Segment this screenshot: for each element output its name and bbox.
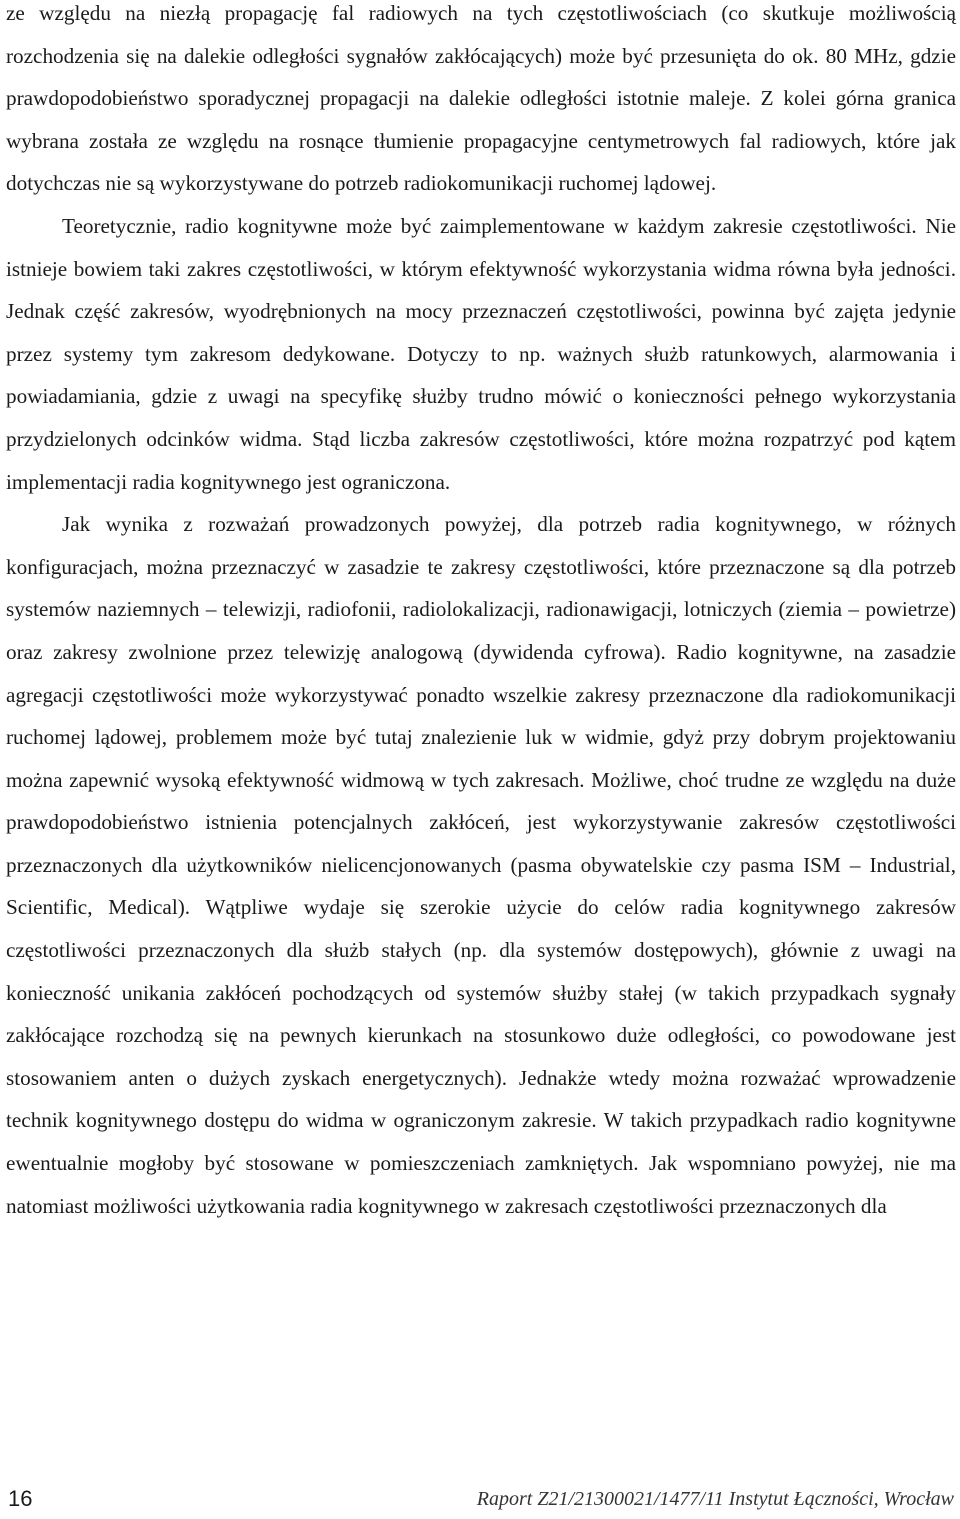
paragraph-1: ze względu na niezłą propagację fal radiowych na tych częstotliwościach (co skutkuje możliwością rozchodzenia się na dalekie odległości sygnałów zakłócających) może być przesunięta do ok. 80 MHz, gdzie prawdopodobieństwo sporadycznej propagacji na dalekie odległości istotnie maleje. Z kolei górna granica wybrana została ze względu na rosnące tłumienie propagacyjne centymetrowych fal radiowych, które jak dotychczas nie są wykorzystywane do potrzeb radiokomunikacji ruchomej lądowej. [6, 1, 956, 196]
page-footer [0, 1484, 960, 1514]
report-reference: Raport Z21/21300021/1477/11 Instytut Łączności, Wrocław [476, 1488, 954, 1510]
page-number: 16 [8, 1486, 33, 1511]
document-page [6, 0, 956, 1227]
paragraph-2: Teoretycznie, radio kognitywne może być zaimplementowane w każdym zakresie częstotliwości. Nie istnieje bowiem taki zakres częstotliwości, w którym efektywność wykorzystania widma równa była jedności. Jednak część zakresów, wyodrębnionych na mocy przeznaczeń częstotliwości, powinna być zajęta jedynie przez systemy tym zakresom dedykowane. Dotyczy to np. ważnych służb ratunkowych, alarmowania i powiadamiania, gdzie z uwagi na specyfikę służby trudno mówić o konieczności pełnego wykorzystania przydzielonych odcinków widma. Stąd liczba zakresów częstotliwości, które można rozpatrzyć pod kątem implementacji radia kognitywnego jest ograniczona. [6, 213, 956, 494]
paragraph-3: Jak wynika z rozważań prowadzonych powyżej, dla potrzeb radia kognitywnego, w różnych konfiguracjach, można przeznaczyć w zasadzie te zakresy częstotliwości, które przeznaczone są dla potrzeb systemów naziemnych – telewizji, radiofonii, radiolokalizacji, radionawigacji, lotniczych (ziemia – powietrze) oraz zakresy zwolnione przez telewizję analogową (dywidenda cyfrowa). Radio kognitywne, na zasadzie agregacji częstotliwości może wykorzystywać ponadto wszelkie zakresy przeznaczone dla radiokomunikacji ruchomej lądowej, problemem może być tutaj znalezienie luk w widmie, gdyż przy dobrym projektowaniu można zapewnić wysoką efektywność widmową w tych zakresach. Możliwe, choć trudne ze względu na duże prawdopodobieństwo istnienia potencjalnych zakłóceń, jest wykorzystywanie zakresów częstotliwości przeznaczonych dla użytkowników nielicencjonowanych (pasma obywatelskie czy pasma ISM – Industrial, Scientific, Medical). Wątpliwe wydaje się szerokie użycie do celów radia kognitywnego zakresów częstotliwości przeznaczonych dla służb stałych (np. dla systemów dostępowych), głównie z uwagi na konieczność unikania zakłóceń pochodzących od systemów służby stałej (w takich przypadkach sygnały zakłócające rozchodzą się na pewnych kierunkach na stosunkowo duże odległości, co powodowane jest stosowaniem anten o dużych zyskach energetycznych). Jednakże wtedy można rozważać wprowadzenie technik kognitywnego dostępu do widma w ograniczonym zakresie. W takich przypadkach radio kognitywne ewentualnie mogłoby być stosowane w pomieszczeniach zamkniętych. Jak wspomniano powyżej, nie ma natomiast możliwości użytkowania radia kognitywnego w zakresach częstotliwości przeznaczonych dla [6, 512, 956, 1218]
